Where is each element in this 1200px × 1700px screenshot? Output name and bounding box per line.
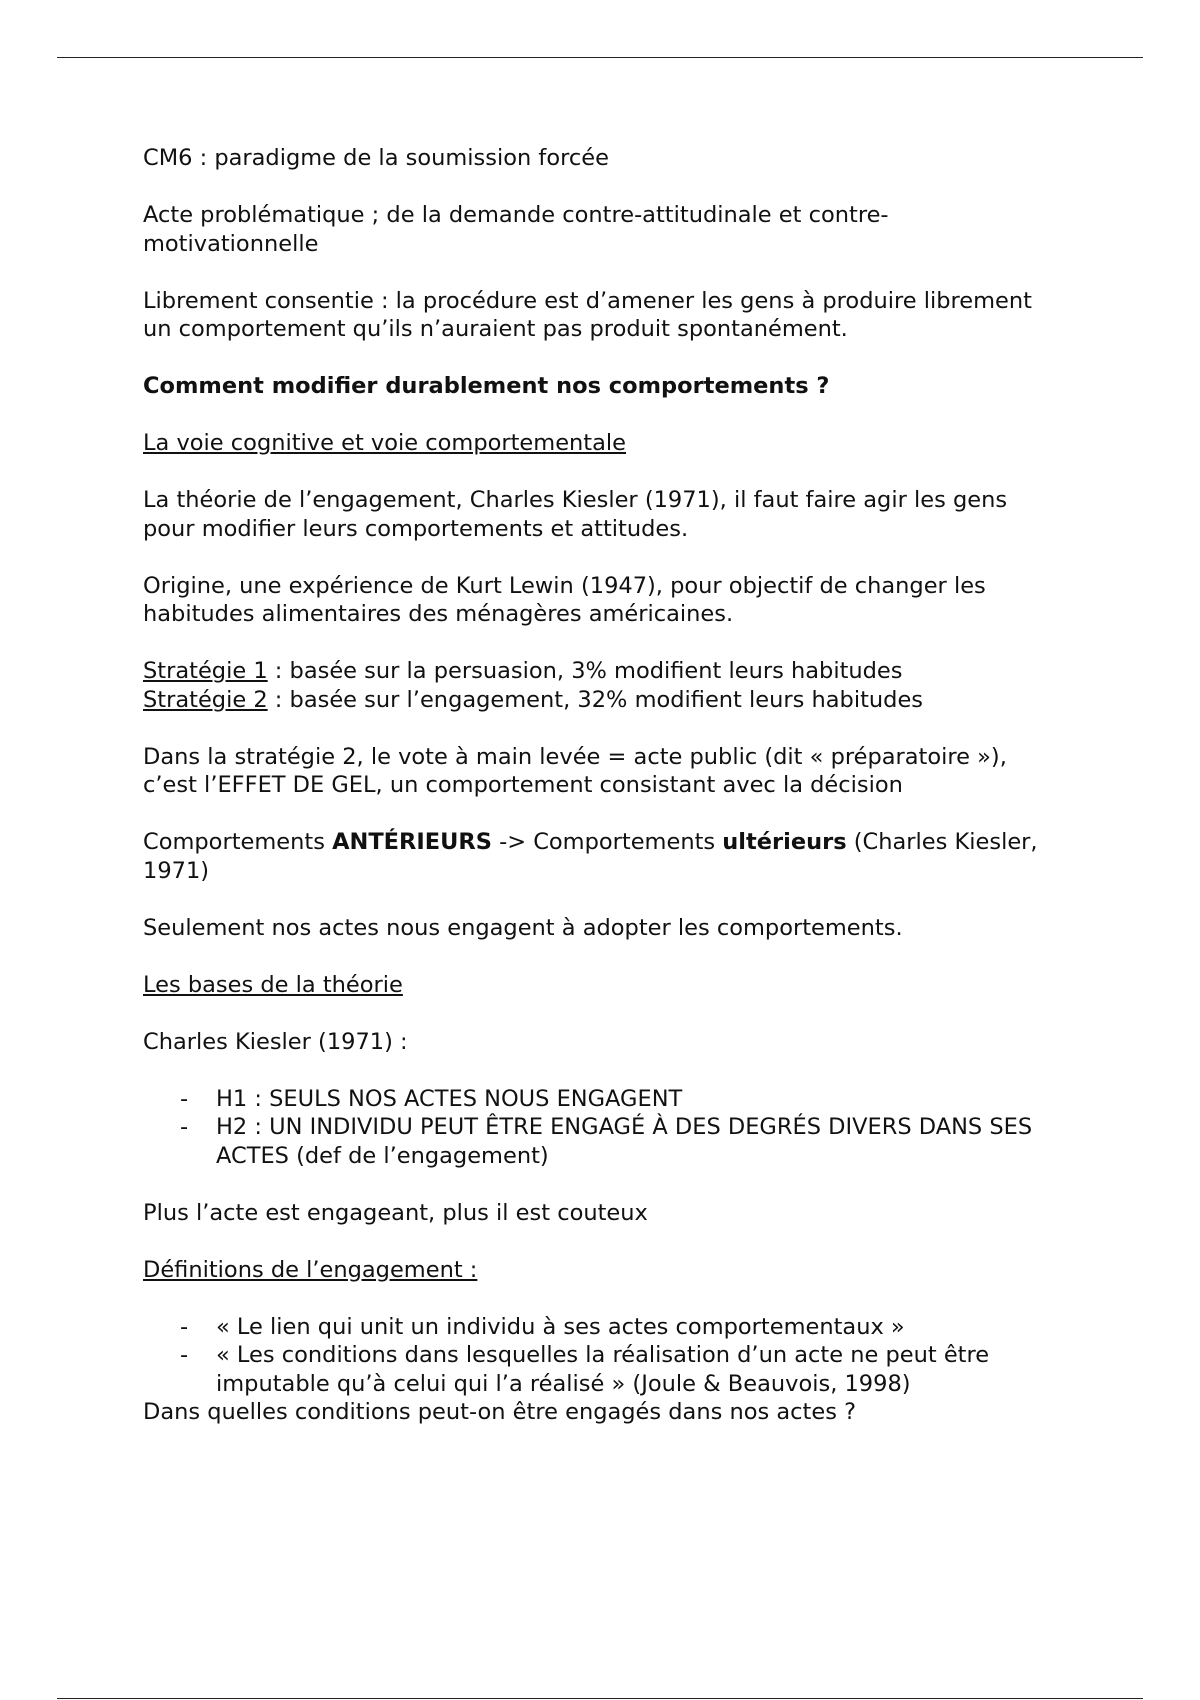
list-item bbox=[143, 1313, 1063, 1342]
document-title: CM6 : paradigme de la soumission forcée bbox=[143, 145, 609, 171]
list-item-text: H2 : UN INDIVIDU PEUT ÊTRE ENGAGÉ À DES DEGRÉS DIVERS DANS SES ACTES (def de l’engagement) bbox=[216, 1114, 1033, 1169]
strategies-block bbox=[143, 657, 1063, 714]
footer-rule bbox=[57, 1698, 1143, 1699]
definitions-list bbox=[143, 1313, 1063, 1399]
strategy-text: : basée sur la persuasion, 3% modifient leurs habitudes bbox=[267, 658, 903, 684]
paragraph-kiesler: Charles Kiesler (1971) : bbox=[143, 1028, 408, 1055]
dash-bullet: - bbox=[180, 1085, 189, 1112]
list-item-text: « Le lien qui unit un individu à ses actes comportementaux » bbox=[216, 1313, 905, 1340]
strategy-label: Stratégie 2 bbox=[143, 686, 268, 713]
strategy-line-2 bbox=[143, 686, 1063, 715]
paragraph-comportements bbox=[143, 828, 1063, 885]
list-item bbox=[143, 1113, 1063, 1170]
comportements-part: (Charles Kiesler, 1971) bbox=[143, 829, 1038, 884]
section-question: Comment modifier durablement nos comportements ? bbox=[143, 373, 830, 399]
comportements-bold: ultérieurs bbox=[722, 829, 847, 855]
list-item-text: H1 : SEULS NOS ACTES NOUS ENGAGENT bbox=[216, 1085, 683, 1112]
strategy-text: : basée sur l’engagement, 32% modifient leurs habitudes bbox=[267, 686, 924, 713]
comportements-bold: ANTÉRIEURS bbox=[332, 829, 492, 855]
comportements-part: Comportements bbox=[143, 829, 333, 855]
dash-bullet: - bbox=[180, 1313, 189, 1340]
dash-bullet: - bbox=[180, 1114, 189, 1140]
subheading-bases-wrapper bbox=[143, 971, 1063, 1000]
comportements-part: -> Comportements bbox=[491, 829, 723, 855]
paragraph-acte: Acte problématique ; de la demande contre-attitudinale et contre-motivationnelle bbox=[143, 202, 889, 257]
subheading-bases: Les bases de la théorie bbox=[143, 971, 403, 998]
list-item-text: « Les conditions dans lesquelles la réalisation d’un acte ne peut être imputable qu’à celui qui l’a réalisé » (Joule & Beauvois, 1998) bbox=[216, 1342, 990, 1397]
paragraph-gel: Dans la stratégie 2, le vote à main levée = acte public (dit « préparatoire »), c’est l’EFFET DE GEL, un comportement consistant avec la décision bbox=[143, 743, 1007, 798]
subheading-voie: La voie cognitive et voie comportementale bbox=[143, 430, 627, 456]
paragraph-plus: Plus l’acte est engageant, plus il est couteux bbox=[143, 1199, 648, 1226]
strategy-line-1 bbox=[143, 657, 1063, 686]
list-item bbox=[143, 1341, 1063, 1398]
subheading-voie-wrapper bbox=[143, 429, 1063, 458]
paragraph-dans: Dans quelles conditions peut-on être engagés dans nos actes ? bbox=[143, 1399, 857, 1425]
paragraph-seulement: Seulement nos actes nous engagent à adopter les comportements. bbox=[143, 914, 903, 941]
hypotheses-list bbox=[143, 1085, 1063, 1171]
document-body bbox=[143, 144, 1063, 1427]
list-item bbox=[143, 1085, 1063, 1114]
strategy-label: Stratégie 1 bbox=[143, 658, 268, 684]
header-rule bbox=[57, 57, 1143, 58]
paragraph-theorie: La théorie de l’engagement, Charles Kiesler (1971), il faut faire agir les gens pour modifier leurs comportements et attitudes. bbox=[143, 487, 1008, 542]
paragraph-origine: Origine, une expérience de Kurt Lewin (1947), pour objectif de changer les habitudes alimentaires des ménagères américaines. bbox=[143, 572, 986, 627]
paragraph-librement: Librement consentie : la procédure est d’amener les gens à produire librement un comportement qu’ils n’auraient pas produit spontanément. bbox=[143, 287, 1032, 342]
subheading-definitions: Définitions de l’engagement : bbox=[143, 1256, 478, 1283]
dash-bullet: - bbox=[180, 1342, 189, 1368]
subheading-definitions-wrapper bbox=[143, 1256, 1063, 1285]
